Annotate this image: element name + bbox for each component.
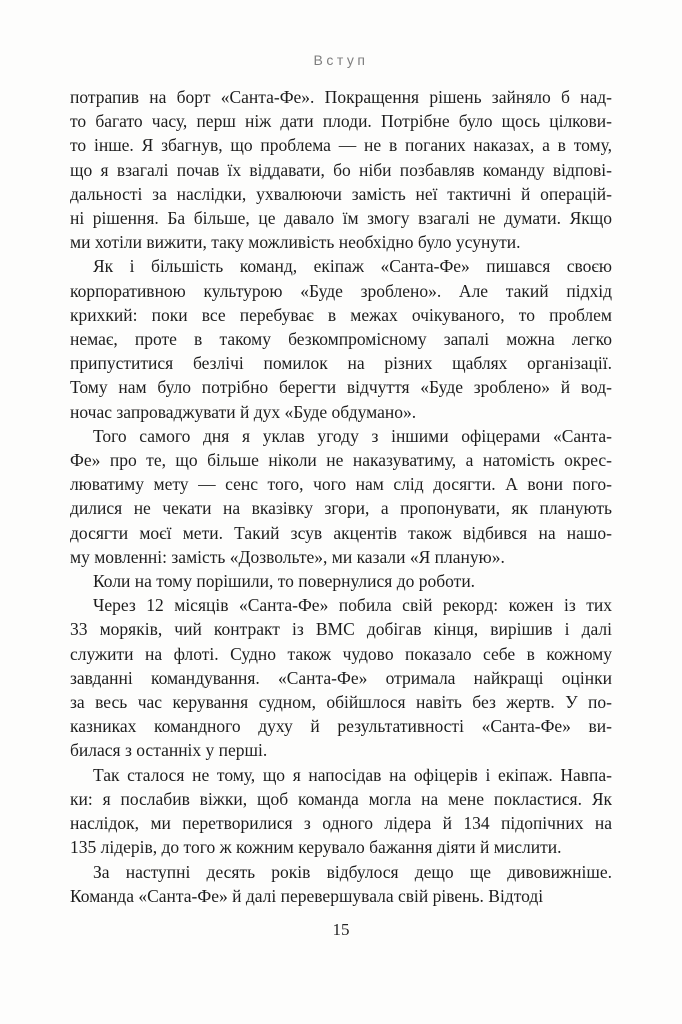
text-line: служити на флоті. Судно також чудово показало себе в кожному bbox=[70, 643, 612, 664]
text-line: дилися не чекати на вказівку згори, а пропонувати, як планують bbox=[70, 498, 612, 519]
paragraph bbox=[70, 424, 612, 569]
text-line: казниках командного духу й результативності «Санта-Фе» ви- bbox=[70, 716, 612, 737]
text-line: ночас запроваджувати й дух «Буде обдумано». bbox=[70, 401, 417, 422]
text-line: Команда «Санта-Фе» й далі перевершувала свій рівень. Відтоді bbox=[70, 885, 544, 906]
paragraph bbox=[70, 85, 612, 254]
text-line: за весь час керування судном, обійшлося навіть без жертв. У по- bbox=[70, 692, 612, 713]
text-line: Тому нам було потрібно берегти відчуття «Буде зроблено» й вод- bbox=[70, 377, 612, 398]
text-line: припуститися безлічі помилок на різних щаблях організації. bbox=[70, 353, 612, 374]
text-line: Того самого дня я уклав угоду з іншими офіцерами «Санта- bbox=[93, 425, 612, 446]
text-line: билася з останніх у перші. bbox=[70, 740, 268, 761]
text-line: люватиму мету — сенс того, чого нам слід досягти. А вони пого- bbox=[70, 474, 612, 495]
running-head: Вступ bbox=[313, 52, 369, 68]
text-line: ки: я послабив віжки, щоб команда могла на мене покластися. Як bbox=[70, 788, 612, 809]
body-text bbox=[70, 85, 612, 908]
paragraph bbox=[70, 860, 612, 908]
text-line: Коли на тому порішили, то повернулися до роботи. bbox=[93, 571, 476, 592]
text-line: досягти моєї мети. Такий зсув акцентів також відбився на нашо- bbox=[70, 522, 612, 543]
text-line: ми хотіли вижити, таку можливість необхідно було усунути. bbox=[70, 232, 521, 253]
text-line: 33 моряків, чий контракт із ВМС добігав кінця, вирішив і далі bbox=[70, 619, 612, 640]
text-line: дальності за наслідки, ухвалюючи замість неї тактичні й операцій- bbox=[70, 183, 612, 204]
text-line: немає, проте в такому безкомпромісному запалі можна легко bbox=[70, 329, 612, 350]
text-line: то інше. Я збагнув, що проблема — не в поганих наказах, а в тому, bbox=[70, 135, 612, 156]
text-line: то багато часу, перш ніж дати плоди. Потрібне було щось цілкови- bbox=[70, 111, 612, 132]
text-line: завданні командування. «Санта-Фе» отримала найкращі оцінки bbox=[70, 667, 612, 688]
text-line: Фе» про те, що більше ніколи не наказуватиму, а натомість окрес- bbox=[70, 450, 612, 471]
paragraph bbox=[70, 569, 612, 593]
text-line: Через 12 місяців «Санта-Фе» побила свій рекорд: кожен із тих bbox=[93, 595, 612, 616]
text-line: Як і більшість команд, екіпаж «Санта-Фе» пишався своєю bbox=[93, 256, 612, 277]
text-line: крихкий: поки все перебуває в межах очікуваного, то проблем bbox=[70, 304, 612, 325]
text-line: корпоративною культурою «Буде зроблено». Але такий підхід bbox=[70, 280, 612, 301]
text-line: За наступні десять років відбулося дещо ще дивовижніше. bbox=[93, 861, 612, 882]
page-number: 15 bbox=[332, 920, 350, 939]
text-line: 135 лідерів, до того ж кожним керувало бажання діяти й мислити. bbox=[70, 837, 562, 858]
text-line: потрапив на борт «Санта-Фе». Покращення рішень зайняло б над- bbox=[70, 87, 612, 107]
text-line: му мовленні: замість «Дозвольте», ми казали «Я планую». bbox=[70, 546, 505, 567]
text-line: наслідок, ми перетворилися з одного лідера й 134 підопічних на bbox=[70, 813, 612, 834]
paragraph bbox=[70, 763, 612, 860]
text-line: що я взагалі почав їх віддавати, бо ніби позбавляв команду відпові- bbox=[70, 159, 612, 180]
text-line: Так сталося не тому, що я напосідав на офіцерів і екіпаж. Навпа- bbox=[93, 764, 612, 785]
paragraph bbox=[70, 254, 612, 423]
paragraph bbox=[70, 593, 612, 762]
text-line: ні рішення. Ба більше, це давало їм змогу взагалі не думати. Якщо bbox=[70, 208, 612, 229]
